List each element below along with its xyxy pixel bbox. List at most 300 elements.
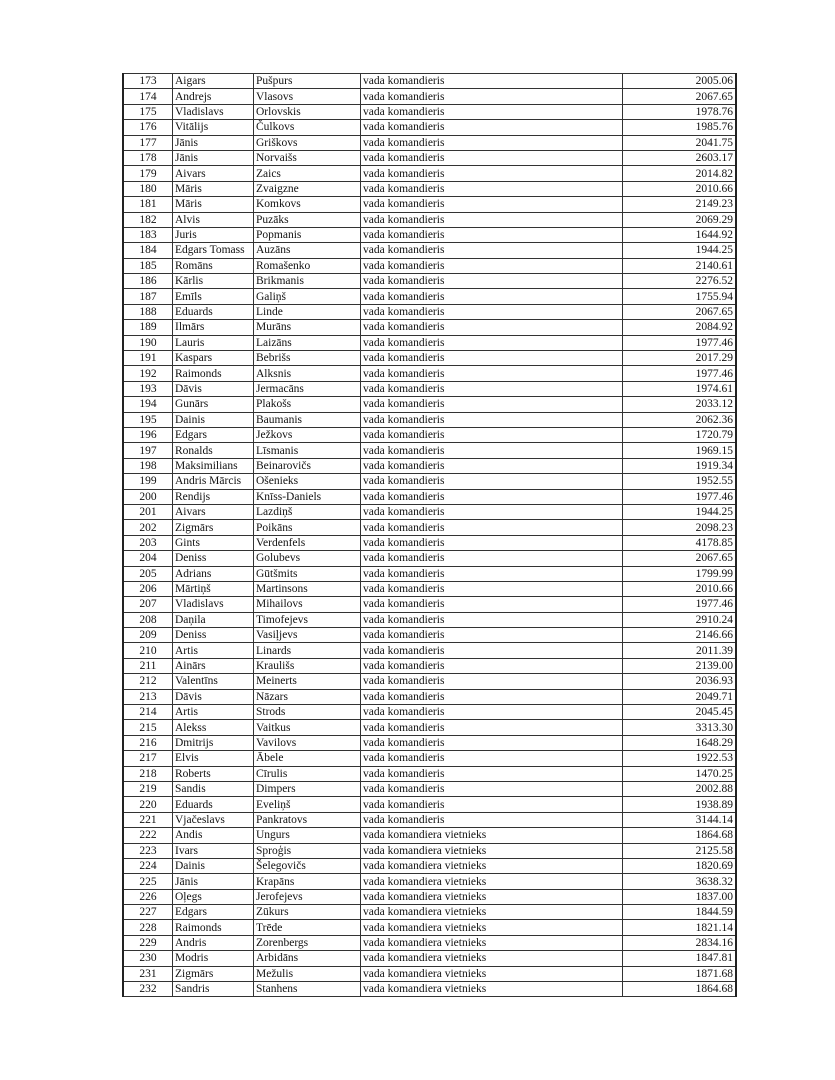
- position-cell: vada komandiera vietnieks: [361, 905, 623, 920]
- first-name-cell: Ronalds: [173, 443, 254, 458]
- last-name-cell: Pušpurs: [254, 74, 361, 89]
- amount-cell: 4178.85: [623, 535, 737, 550]
- position-cell: vada komandieris: [361, 166, 623, 181]
- last-name-cell: Zorenbergs: [254, 935, 361, 950]
- table-row: [123, 104, 736, 119]
- row-number-cell: 219: [123, 781, 173, 796]
- table-row: [123, 766, 736, 781]
- position-cell: vada komandieris: [361, 351, 623, 366]
- row-number-cell: 205: [123, 566, 173, 581]
- last-name-cell: Bebrišs: [254, 351, 361, 366]
- table-row: [123, 597, 736, 612]
- last-name-cell: Brikmanis: [254, 274, 361, 289]
- row-number-cell: 176: [123, 120, 173, 135]
- amount-cell: 2834.16: [623, 935, 737, 950]
- first-name-cell: Andris: [173, 935, 254, 950]
- table-row: [123, 797, 736, 812]
- row-number-cell: 183: [123, 227, 173, 242]
- row-number-cell: 208: [123, 612, 173, 627]
- last-name-cell: Jermacāns: [254, 381, 361, 396]
- position-cell: vada komandieris: [361, 474, 623, 489]
- first-name-cell: Aigars: [173, 74, 254, 89]
- position-cell: vada komandieris: [361, 504, 623, 519]
- position-cell: vada komandieris: [361, 243, 623, 258]
- row-number-cell: 224: [123, 858, 173, 873]
- first-name-cell: Eduards: [173, 304, 254, 319]
- position-cell: vada komandieris: [361, 181, 623, 196]
- first-name-cell: Māris: [173, 197, 254, 212]
- last-name-cell: Vavilovs: [254, 735, 361, 750]
- table-row: [123, 874, 736, 889]
- position-cell: vada komandieris: [361, 643, 623, 658]
- last-name-cell: Ungurs: [254, 828, 361, 843]
- row-number-cell: 175: [123, 104, 173, 119]
- position-cell: vada komandieris: [361, 489, 623, 504]
- position-cell: vada komandieris: [361, 150, 623, 165]
- row-number-cell: 188: [123, 304, 173, 319]
- table-row: [123, 197, 736, 212]
- table-row: [123, 504, 736, 519]
- row-number-cell: 226: [123, 889, 173, 904]
- row-number-cell: 232: [123, 982, 173, 997]
- table-row: [123, 474, 736, 489]
- row-number-cell: 215: [123, 720, 173, 735]
- amount-cell: 2036.93: [623, 674, 737, 689]
- table-row: [123, 243, 736, 258]
- row-number-cell: 191: [123, 351, 173, 366]
- amount-cell: 1871.68: [623, 966, 737, 981]
- table-row: [123, 397, 736, 412]
- row-number-cell: 227: [123, 905, 173, 920]
- row-number-cell: 179: [123, 166, 173, 181]
- row-number-cell: 180: [123, 181, 173, 196]
- amount-cell: 1944.25: [623, 243, 737, 258]
- last-name-cell: Beinarovičs: [254, 458, 361, 473]
- first-name-cell: Deniss: [173, 628, 254, 643]
- row-number-cell: 186: [123, 274, 173, 289]
- table-row: [123, 566, 736, 581]
- amount-cell: 1977.46: [623, 366, 737, 381]
- last-name-cell: Vlasovs: [254, 89, 361, 104]
- position-cell: vada komandiera vietnieks: [361, 889, 623, 904]
- amount-cell: 2005.06: [623, 74, 737, 89]
- row-number-cell: 206: [123, 581, 173, 596]
- first-name-cell: Ilmārs: [173, 320, 254, 335]
- table-row: [123, 920, 736, 935]
- first-name-cell: Romāns: [173, 258, 254, 273]
- last-name-cell: Meinerts: [254, 674, 361, 689]
- first-name-cell: Zigmārs: [173, 520, 254, 535]
- amount-cell: 2045.45: [623, 705, 737, 720]
- row-number-cell: 173: [123, 74, 173, 89]
- amount-cell: 2139.00: [623, 658, 737, 673]
- first-name-cell: Alvis: [173, 212, 254, 227]
- table-row: [123, 412, 736, 427]
- personnel-salary-table: [122, 73, 737, 997]
- position-cell: vada komandiera vietnieks: [361, 951, 623, 966]
- last-name-cell: Puzāks: [254, 212, 361, 227]
- first-name-cell: Dainis: [173, 412, 254, 427]
- amount-cell: 1799.99: [623, 566, 737, 581]
- first-name-cell: Raimonds: [173, 920, 254, 935]
- amount-cell: 2002.88: [623, 781, 737, 796]
- first-name-cell: Kārlis: [173, 274, 254, 289]
- position-cell: vada komandieris: [361, 304, 623, 319]
- row-number-cell: 189: [123, 320, 173, 335]
- last-name-cell: Pankratovs: [254, 812, 361, 827]
- table-row: [123, 427, 736, 442]
- last-name-cell: Zvaigzne: [254, 181, 361, 196]
- row-number-cell: 221: [123, 812, 173, 827]
- amount-cell: 1470.25: [623, 766, 737, 781]
- table-row: [123, 181, 736, 196]
- row-number-cell: 195: [123, 412, 173, 427]
- row-number-cell: 207: [123, 597, 173, 612]
- table-row: [123, 889, 736, 904]
- amount-cell: 1820.69: [623, 858, 737, 873]
- amount-cell: 2014.82: [623, 166, 737, 181]
- table-row: [123, 935, 736, 950]
- table-row: [123, 89, 736, 104]
- row-number-cell: 177: [123, 135, 173, 150]
- last-name-cell: Ošenieks: [254, 474, 361, 489]
- last-name-cell: Lazdiņš: [254, 504, 361, 519]
- row-number-cell: 192: [123, 366, 173, 381]
- position-cell: vada komandieris: [361, 705, 623, 720]
- table-row: [123, 258, 736, 273]
- position-cell: vada komandieris: [361, 597, 623, 612]
- last-name-cell: Nāzars: [254, 689, 361, 704]
- last-name-cell: Līsmanis: [254, 443, 361, 458]
- position-cell: vada komandieris: [361, 458, 623, 473]
- row-number-cell: 204: [123, 551, 173, 566]
- table-row: [123, 905, 736, 920]
- first-name-cell: Ivars: [173, 843, 254, 858]
- table-row: [123, 535, 736, 550]
- first-name-cell: Emīls: [173, 289, 254, 304]
- position-cell: vada komandieris: [361, 120, 623, 135]
- amount-cell: 1864.68: [623, 828, 737, 843]
- first-name-cell: Oļegs: [173, 889, 254, 904]
- position-cell: vada komandieris: [361, 535, 623, 550]
- first-name-cell: Elvis: [173, 751, 254, 766]
- row-number-cell: 194: [123, 397, 173, 412]
- amount-cell: 1969.15: [623, 443, 737, 458]
- last-name-cell: Baumanis: [254, 412, 361, 427]
- position-cell: vada komandieris: [361, 258, 623, 273]
- amount-cell: 2603.17: [623, 150, 737, 165]
- row-number-cell: 212: [123, 674, 173, 689]
- amount-cell: 2140.61: [623, 258, 737, 273]
- amount-cell: 1977.46: [623, 335, 737, 350]
- position-cell: vada komandieris: [361, 628, 623, 643]
- last-name-cell: Trēde: [254, 920, 361, 935]
- row-number-cell: 174: [123, 89, 173, 104]
- position-cell: vada komandiera vietnieks: [361, 920, 623, 935]
- amount-cell: 1977.46: [623, 489, 737, 504]
- row-number-cell: 225: [123, 874, 173, 889]
- table-row: [123, 120, 736, 135]
- amount-cell: 2125.58: [623, 843, 737, 858]
- last-name-cell: Popmanis: [254, 227, 361, 242]
- position-cell: vada komandieris: [361, 104, 623, 119]
- first-name-cell: Aivars: [173, 166, 254, 181]
- position-cell: vada komandieris: [361, 689, 623, 704]
- last-name-cell: Kraulišs: [254, 658, 361, 673]
- row-number-cell: 222: [123, 828, 173, 843]
- row-number-cell: 230: [123, 951, 173, 966]
- row-number-cell: 182: [123, 212, 173, 227]
- first-name-cell: Edgars: [173, 427, 254, 442]
- table-row: [123, 212, 736, 227]
- position-cell: vada komandieris: [361, 781, 623, 796]
- amount-cell: 1974.61: [623, 381, 737, 396]
- table-row: [123, 304, 736, 319]
- first-name-cell: Eduards: [173, 797, 254, 812]
- table-row: [123, 366, 736, 381]
- table-row: [123, 843, 736, 858]
- row-number-cell: 190: [123, 335, 173, 350]
- table-row: [123, 982, 736, 997]
- amount-cell: 2041.75: [623, 135, 737, 150]
- table-row: [123, 812, 736, 827]
- amount-cell: 2010.66: [623, 181, 737, 196]
- first-name-cell: Māris: [173, 181, 254, 196]
- first-name-cell: Dmitrijs: [173, 735, 254, 750]
- last-name-cell: Murāns: [254, 320, 361, 335]
- table-row: [123, 166, 736, 181]
- first-name-cell: Andis: [173, 828, 254, 843]
- table-row: [123, 689, 736, 704]
- amount-cell: 2017.29: [623, 351, 737, 366]
- last-name-cell: Krapāns: [254, 874, 361, 889]
- amount-cell: 1985.76: [623, 120, 737, 135]
- amount-cell: 1755.94: [623, 289, 737, 304]
- first-name-cell: Daņila: [173, 612, 254, 627]
- first-name-cell: Artis: [173, 643, 254, 658]
- last-name-cell: Verdenfels: [254, 535, 361, 550]
- row-number-cell: 200: [123, 489, 173, 504]
- position-cell: vada komandieris: [361, 797, 623, 812]
- position-cell: vada komandieris: [361, 751, 623, 766]
- row-number-cell: 228: [123, 920, 173, 935]
- first-name-cell: Artis: [173, 705, 254, 720]
- last-name-cell: Norvaišs: [254, 150, 361, 165]
- last-name-cell: Knīss-Daniels: [254, 489, 361, 504]
- position-cell: vada komandiera vietnieks: [361, 858, 623, 873]
- first-name-cell: Vjačeslavs: [173, 812, 254, 827]
- last-name-cell: Linde: [254, 304, 361, 319]
- first-name-cell: Jānis: [173, 135, 254, 150]
- table-row: [123, 705, 736, 720]
- position-cell: vada komandiera vietnieks: [361, 874, 623, 889]
- row-number-cell: 202: [123, 520, 173, 535]
- position-cell: vada komandieris: [361, 335, 623, 350]
- amount-cell: 1864.68: [623, 982, 737, 997]
- position-cell: vada komandieris: [361, 381, 623, 396]
- table-row: [123, 781, 736, 796]
- first-name-cell: Deniss: [173, 551, 254, 566]
- table-row: [123, 335, 736, 350]
- position-cell: vada komandiera vietnieks: [361, 843, 623, 858]
- last-name-cell: Orlovskis: [254, 104, 361, 119]
- last-name-cell: Auzāns: [254, 243, 361, 258]
- last-name-cell: Vasiļjevs: [254, 628, 361, 643]
- first-name-cell: Vladislavs: [173, 104, 254, 119]
- amount-cell: 1837.00: [623, 889, 737, 904]
- first-name-cell: Ainārs: [173, 658, 254, 673]
- first-name-cell: Sandis: [173, 781, 254, 796]
- first-name-cell: Juris: [173, 227, 254, 242]
- amount-cell: 3638.32: [623, 874, 737, 889]
- position-cell: vada komandieris: [361, 89, 623, 104]
- row-number-cell: 217: [123, 751, 173, 766]
- first-name-cell: Gints: [173, 535, 254, 550]
- last-name-cell: Komkovs: [254, 197, 361, 212]
- row-number-cell: 216: [123, 735, 173, 750]
- row-number-cell: 201: [123, 504, 173, 519]
- row-number-cell: 231: [123, 966, 173, 981]
- position-cell: vada komandieris: [361, 674, 623, 689]
- row-number-cell: 203: [123, 535, 173, 550]
- table-row: [123, 751, 736, 766]
- amount-cell: 1944.25: [623, 504, 737, 519]
- first-name-cell: Edgars Tomass: [173, 243, 254, 258]
- amount-cell: 2149.23: [623, 197, 737, 212]
- last-name-cell: Martinsons: [254, 581, 361, 596]
- table-row: [123, 150, 736, 165]
- table-row: [123, 489, 736, 504]
- table-row: [123, 612, 736, 627]
- table-row: [123, 628, 736, 643]
- position-cell: vada komandieris: [361, 397, 623, 412]
- first-name-cell: Rendijs: [173, 489, 254, 504]
- position-cell: vada komandieris: [361, 720, 623, 735]
- position-cell: vada komandiera vietnieks: [361, 982, 623, 997]
- table-row: [123, 658, 736, 673]
- row-number-cell: 185: [123, 258, 173, 273]
- table-row: [123, 581, 736, 596]
- first-name-cell: Edgars: [173, 905, 254, 920]
- amount-cell: 2049.71: [623, 689, 737, 704]
- row-number-cell: 184: [123, 243, 173, 258]
- position-cell: vada komandieris: [361, 135, 623, 150]
- amount-cell: 3144.14: [623, 812, 737, 827]
- table-row: [123, 643, 736, 658]
- row-number-cell: 178: [123, 150, 173, 165]
- last-name-cell: Ābele: [254, 751, 361, 766]
- last-name-cell: Mihailovs: [254, 597, 361, 612]
- table-row: [123, 443, 736, 458]
- last-name-cell: Zaics: [254, 166, 361, 181]
- row-number-cell: 214: [123, 705, 173, 720]
- amount-cell: 2033.12: [623, 397, 737, 412]
- position-cell: vada komandieris: [361, 74, 623, 89]
- row-number-cell: 187: [123, 289, 173, 304]
- first-name-cell: Valentīns: [173, 674, 254, 689]
- table-row: [123, 289, 736, 304]
- first-name-cell: Gunārs: [173, 397, 254, 412]
- last-name-cell: Stanhens: [254, 982, 361, 997]
- position-cell: vada komandieris: [361, 766, 623, 781]
- table-row: [123, 551, 736, 566]
- first-name-cell: Roberts: [173, 766, 254, 781]
- position-cell: vada komandiera vietnieks: [361, 828, 623, 843]
- row-number-cell: 198: [123, 458, 173, 473]
- row-number-cell: 209: [123, 628, 173, 643]
- table-row: [123, 458, 736, 473]
- first-name-cell: Vladislavs: [173, 597, 254, 612]
- last-name-cell: Mežulis: [254, 966, 361, 981]
- last-name-cell: Sproģis: [254, 843, 361, 858]
- table-row: [123, 858, 736, 873]
- row-number-cell: 181: [123, 197, 173, 212]
- last-name-cell: Galiņš: [254, 289, 361, 304]
- amount-cell: 2069.29: [623, 212, 737, 227]
- last-name-cell: Laizāns: [254, 335, 361, 350]
- row-number-cell: 223: [123, 843, 173, 858]
- amount-cell: 1648.29: [623, 735, 737, 750]
- amount-cell: 1821.14: [623, 920, 737, 935]
- last-name-cell: Eveliņš: [254, 797, 361, 812]
- row-number-cell: 210: [123, 643, 173, 658]
- position-cell: vada komandieris: [361, 443, 623, 458]
- table-row: [123, 720, 736, 735]
- amount-cell: 1720.79: [623, 427, 737, 442]
- table-body: [123, 74, 736, 997]
- amount-cell: 3313.30: [623, 720, 737, 735]
- position-cell: vada komandieris: [361, 412, 623, 427]
- first-name-cell: Lauris: [173, 335, 254, 350]
- row-number-cell: 213: [123, 689, 173, 704]
- position-cell: vada komandieris: [361, 366, 623, 381]
- table-row: [123, 135, 736, 150]
- first-name-cell: Dāvis: [173, 689, 254, 704]
- row-number-cell: 196: [123, 427, 173, 442]
- row-number-cell: 211: [123, 658, 173, 673]
- position-cell: vada komandieris: [361, 212, 623, 227]
- last-name-cell: Plakošs: [254, 397, 361, 412]
- table-row: [123, 828, 736, 843]
- amount-cell: 2098.23: [623, 520, 737, 535]
- amount-cell: 2010.66: [623, 581, 737, 596]
- amount-cell: 2011.39: [623, 643, 737, 658]
- amount-cell: 2084.92: [623, 320, 737, 335]
- table-row: [123, 520, 736, 535]
- table-row: [123, 351, 736, 366]
- position-cell: vada komandieris: [361, 735, 623, 750]
- first-name-cell: Maksimilians: [173, 458, 254, 473]
- first-name-cell: Andrejs: [173, 89, 254, 104]
- amount-cell: 2067.65: [623, 551, 737, 566]
- position-cell: vada komandieris: [361, 520, 623, 535]
- position-cell: vada komandieris: [361, 566, 623, 581]
- first-name-cell: Aivars: [173, 504, 254, 519]
- amount-cell: 2067.65: [623, 89, 737, 104]
- row-number-cell: 220: [123, 797, 173, 812]
- first-name-cell: Alekss: [173, 720, 254, 735]
- last-name-cell: Šelegovičs: [254, 858, 361, 873]
- first-name-cell: Dāvis: [173, 381, 254, 396]
- position-cell: vada komandieris: [361, 427, 623, 442]
- table-row: [123, 966, 736, 981]
- position-cell: vada komandieris: [361, 812, 623, 827]
- first-name-cell: Jānis: [173, 150, 254, 165]
- table-row: [123, 951, 736, 966]
- last-name-cell: Timofejevs: [254, 612, 361, 627]
- row-number-cell: 197: [123, 443, 173, 458]
- last-name-cell: Golubevs: [254, 551, 361, 566]
